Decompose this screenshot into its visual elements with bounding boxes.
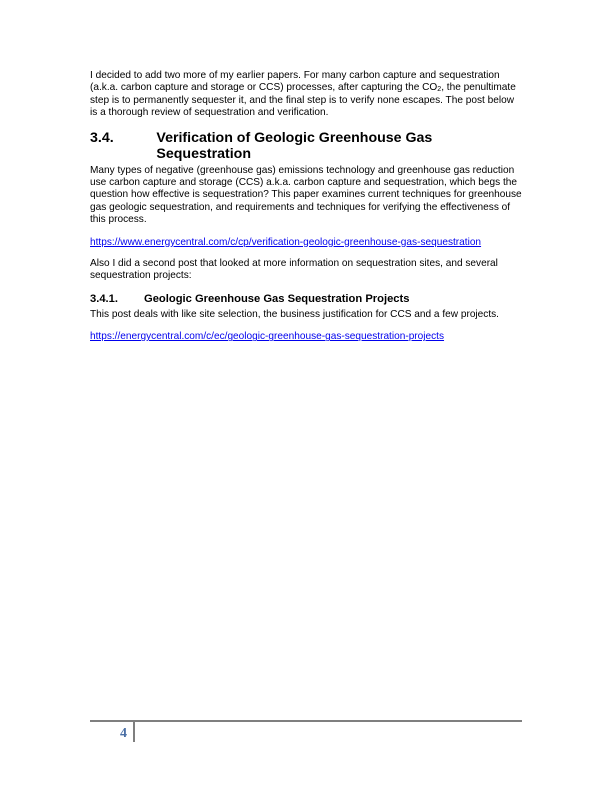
intro-paragraph (90, 70, 522, 120)
footer-rule (90, 720, 522, 722)
subsection-number: 3.4.1. (90, 292, 118, 305)
section-body: Many types of negative (greenhouse gas) emissions technology and greenhouse gas reduction use carbon capture and storage (CCS) a.k.a. carbon capture and sequestration, which begs the question how effective is sequestration? This paper examines current techniques for greenhouse gas geologic sequestration, and requirements and techniques for verifying the effectiveness of this process. (90, 164, 522, 226)
projects-post-link[interactable]: https://energycentral.com/c/ec/geologic-greenhouse-gas-sequestration-projects (90, 331, 445, 343)
section-title: Verification of Geologic Greenhouse Gas Sequestration (156, 129, 433, 162)
intro-text-end: , the penultimate step is to permanently sequester it, and the final step is to verify none escapes. The post below is a thorough review of sequestration and verification. (90, 82, 516, 119)
subsection-title: Geologic Greenhouse Gas Sequestration Projects (144, 292, 410, 305)
page-number: 4 (120, 726, 127, 741)
followup-paragraph: Also I did a second post that looked at more information on sequestration sites, and several sequestration projects: (90, 258, 498, 282)
subsection-body: This post deals with like site selection, the business justification for CCS and a few projects. (90, 308, 499, 320)
intro-text-start: I decided to add two more of my earlier papers. For many carbon capture and sequestration (a.k.a. carbon capture and storage or CCS) processes, after capturing the CO (90, 70, 500, 94)
section-number: 3.4. (90, 129, 114, 146)
section-heading (90, 130, 522, 162)
subsection-heading (90, 293, 522, 306)
verification-post-link[interactable]: https://www.energycentral.com/c/cp/verification-geologic-greenhouse-gas-sequestration (90, 236, 482, 248)
page-number-divider (133, 722, 135, 742)
page-content (90, 70, 522, 353)
co2-subscript: 2 (437, 86, 442, 94)
